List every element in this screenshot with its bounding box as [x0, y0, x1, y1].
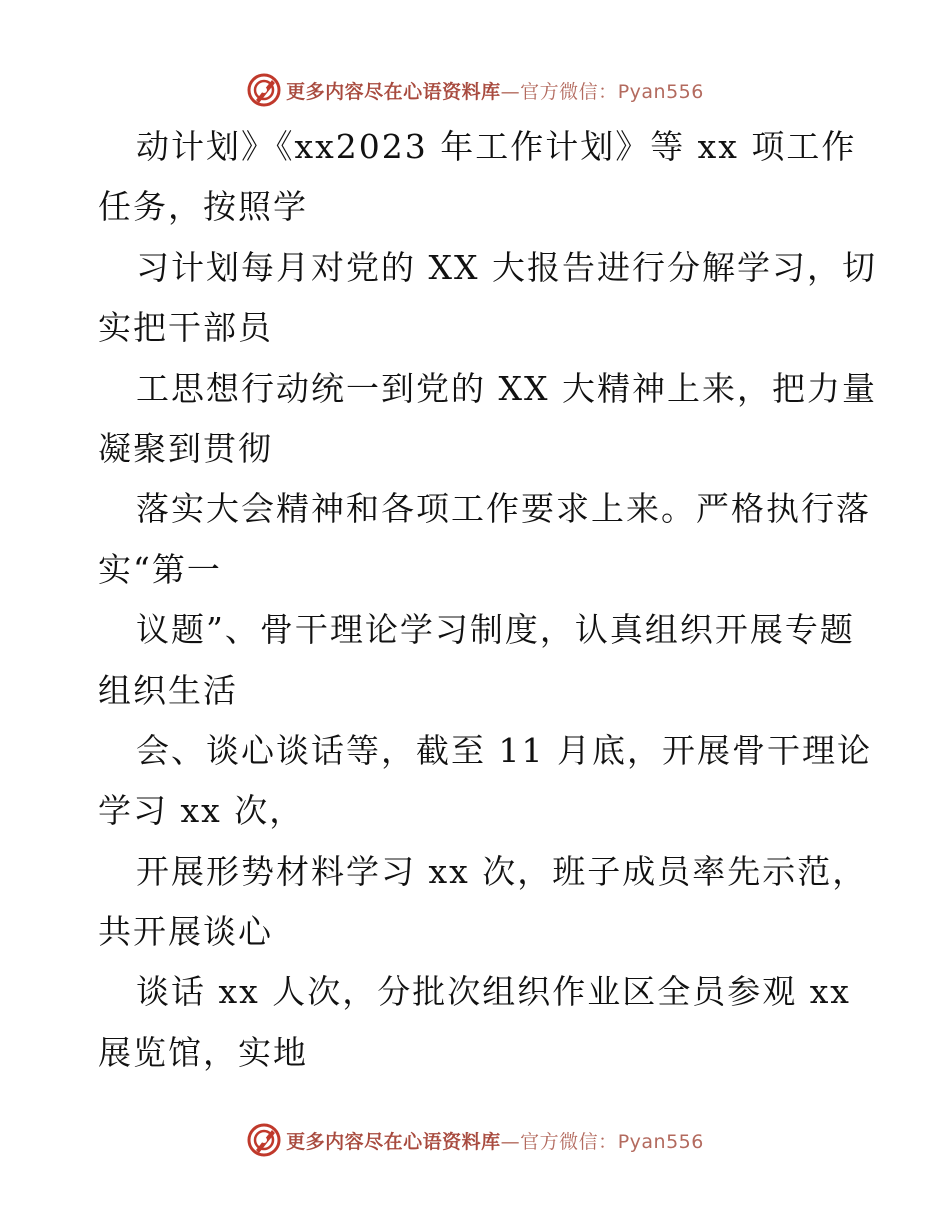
brand-logo-icon — [246, 72, 282, 108]
body-line: 凝聚到贯彻 — [98, 428, 273, 468]
body-line: 实把干部员 — [98, 308, 273, 348]
body-line: 开展形势材料学习 xx 次，班子成员率先示范， — [136, 851, 868, 891]
header-banner-text — [286, 77, 704, 104]
footer-brand-text: 更多内容尽在心语资料库 — [286, 1130, 501, 1153]
footer-wechat-label: 官方微信： — [520, 1130, 618, 1153]
footer-banner-text — [286, 1127, 704, 1154]
body-line: 会、谈心谈话等，截至 11 月底，开展骨干理论 — [136, 730, 872, 770]
footer-wechat-id: Pyan556 — [617, 1130, 704, 1153]
body-line: 谈话 xx 人次，分批次组织作业区全员参观 xx — [136, 972, 851, 1012]
body-line: 议题”、骨干理论学习制度，认真组织开展专题 — [136, 610, 855, 650]
body-line: 展览馆，实地 — [98, 1032, 308, 1072]
body-line: 组织生活 — [98, 670, 238, 710]
body-line: 实“第一 — [98, 549, 222, 589]
body-line: 任务，按照学 — [98, 187, 308, 227]
body-line: 落实大会精神和各项工作要求上来。严格执行落 — [136, 489, 871, 529]
body-line: 学习 xx 次， — [98, 791, 305, 831]
header-banner — [0, 70, 950, 110]
document-body — [98, 117, 877, 1083]
body-line: 习计划每月对党的 XX 大报告进行分解学习，切 — [136, 247, 877, 287]
brand-logo-icon — [246, 1122, 282, 1158]
header-brand-text: 更多内容尽在心语资料库 — [286, 80, 501, 103]
header-separator: — — [500, 80, 521, 103]
footer-separator: — — [500, 1130, 521, 1153]
header-wechat-label: 官方微信： — [520, 80, 618, 103]
body-line: 工思想行动统一到党的 XX 大精神上来，把力量 — [136, 368, 877, 408]
body-line: 共开展谈心 — [98, 912, 273, 952]
body-line: 动计划》《xx2023 年工作计划》等 xx 项工作 — [136, 127, 857, 166]
footer-banner — [0, 1120, 950, 1160]
header-wechat-id: Pyan556 — [617, 80, 704, 103]
